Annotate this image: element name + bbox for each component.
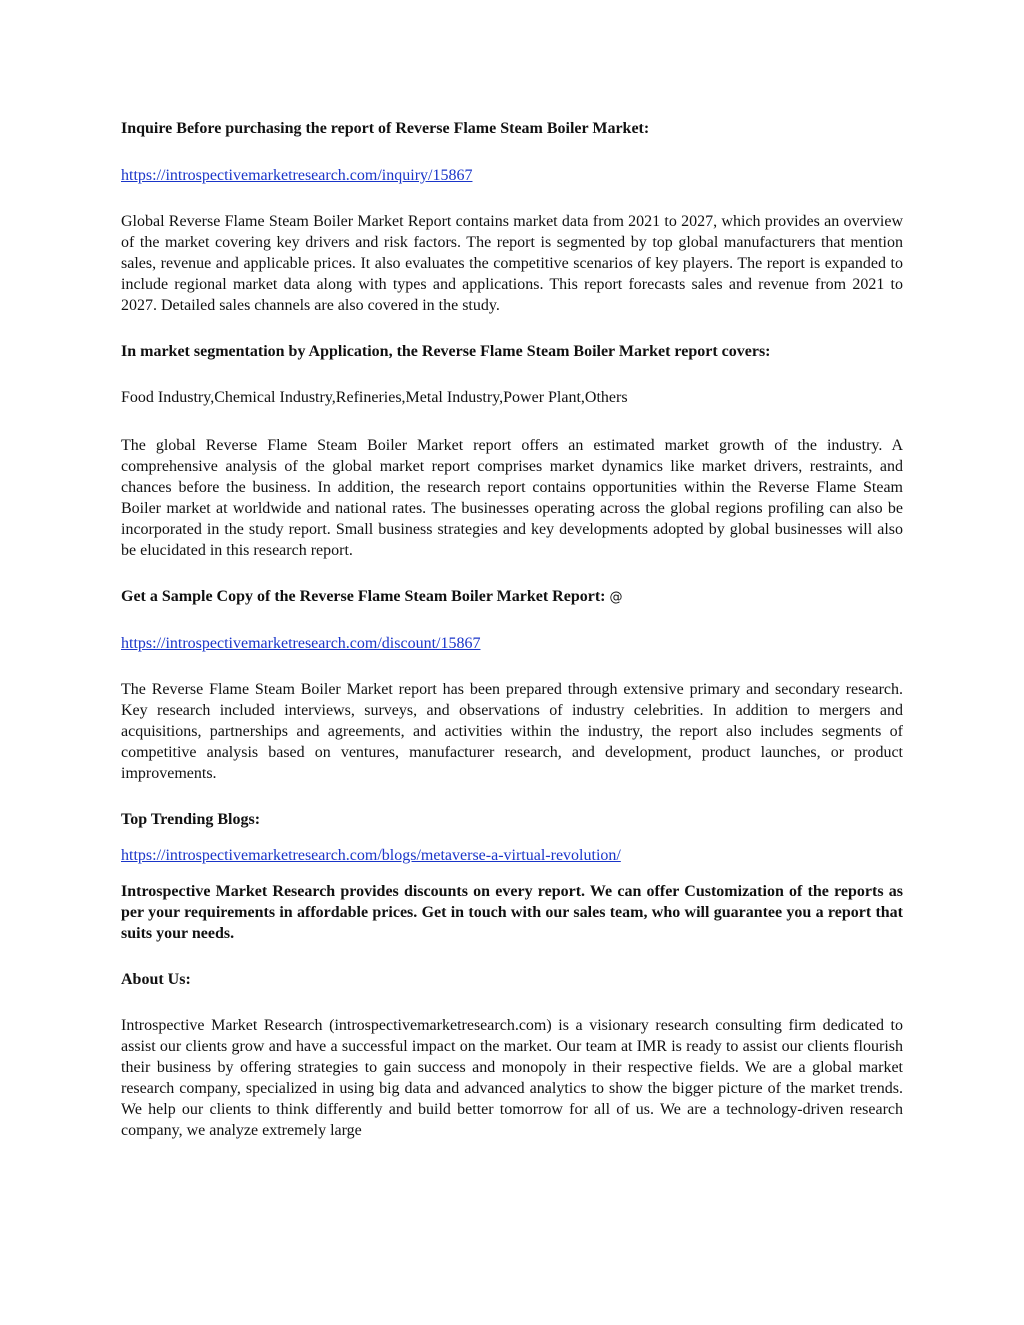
sample-heading-text: Get a Sample Copy of the Reverse Flame Steam Boiler Market Report: <box>121 588 606 605</box>
discount-link-line <box>121 633 903 654</box>
blogs-heading: Top Trending Blogs: <box>121 811 261 828</box>
research-paragraph: The Reverse Flame Steam Boiler Market report has been prepared through extensive primary and secondary research. Key research included interviews, surveys, and observations of industry celebrities. In addition to mergers and acquisitions, partnerships and agreements, and activities within the industry, the report also includes segments of competitive analysis based on ventures, manufacturer research, and development, product launches, or product improvements. <box>121 681 903 782</box>
growth-paragraph: The global Reverse Flame Steam Boiler Market report offers an estimated market growth of the industry. A comprehensive analysis of the global market report comprises market dynamics like market drivers, restraints, and chances before the business. In addition, the research report contains opportunities within the Reverse Flame Steam Boiler market at worldwide and national rates. The businesses operating across the global regions profiling can also be incorporated in the study report. Small business strategies and key developments adopted by global businesses will also be elucidated in this research report. <box>121 437 903 559</box>
about-heading: About Us: <box>121 971 191 988</box>
sample-at-symbol: @ <box>609 590 623 605</box>
blog-link-line <box>121 845 903 866</box>
discount-link[interactable]: https://introspectivemarketresearch.com/discount/15867 <box>121 635 481 652</box>
document-page <box>121 118 903 1141</box>
discount-notice: Introspective Market Research provides discounts on every report. We can offer Customization of the reports as per your requirements in affordable prices. Get in touch with our sales team, who will guarantee you a report that suits your needs. <box>121 883 903 942</box>
sample-heading <box>121 586 903 608</box>
overview-paragraph: Global Reverse Flame Steam Boiler Market Report contains market data from 2021 to 2027, which provides an overview of the market covering key drivers and risk factors. The report is segmented by top global manufacturers that mention sales, revenue and applicable prices. It also evaluates the competitive scenarios of key players. The report is expanded to include regional market data along with types and applications. This report forecasts sales and revenue from 2021 to 2027. Detailed sales channels are also covered in the study. <box>121 213 903 314</box>
blog-link[interactable]: https://introspectivemarketresearch.com/blogs/metaverse-a-virtual-revolution/ <box>121 847 621 864</box>
applications-list: Food Industry,Chemical Industry,Refineries,Metal Industry,Power Plant,Others <box>121 389 628 406</box>
segmentation-heading: In market segmentation by Application, the Reverse Flame Steam Boiler Market report covers: <box>121 343 771 360</box>
inquiry-link-line <box>121 165 903 186</box>
inquiry-link[interactable]: https://introspectivemarketresearch.com/inquiry/15867 <box>121 167 473 184</box>
about-paragraph: Introspective Market Research (introspectivemarketresearch.com) is a visionary research consulting firm dedicated to assist our clients grow and have a successful impact on the market. Our team at IMR is ready to assist our clients flourish their business by offering strategies to gain success and monopoly in their respective fields. We are a global market research company, specialized in using big data and advanced analytics to show the bigger picture of the market trends. We help our clients to think differently and build better tomorrow for all of us. We are a technology-driven research company, we analyze extremely large <box>121 1017 903 1139</box>
inquire-heading: Inquire Before purchasing the report of Reverse Flame Steam Boiler Market: <box>121 120 650 137</box>
